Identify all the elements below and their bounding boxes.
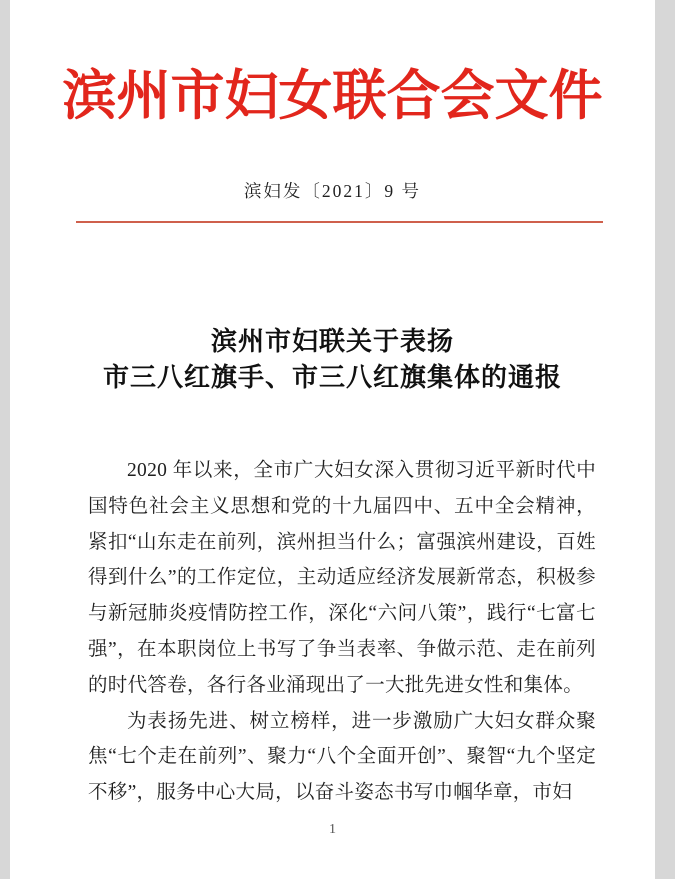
body-paragraph-1: 2020 年以来，全市广大妇女深入贯彻习近平新时代中国特色社会主义思想和党的十九届四中、五中全会精神，紧扣“山东走在前列，滨州担当什么；富强滨州建设，百姓得到什么”的工作定位，主动适应经济发展新常态，积极参与新冠肺炎疫情防控工作，深化“六问八策”，践行“七富七强”，在本职岗位上书写了争当表率、争做示范、走在前列的时代答卷，各行各业涌现出了一大批先进女性和集体。	[88, 460, 596, 696]
document-page	[10, 0, 655, 879]
page-number: 1	[329, 822, 336, 837]
document-number: 滨妇发〔2021〕9 号	[243, 181, 422, 201]
red-header-org-title: 滨州市妇女联合会文件	[62, 66, 603, 126]
red-divider-line	[76, 221, 603, 223]
body-paragraph-2: 为表扬先进、树立榜样，进一步激励广大妇女群众聚焦“七个走在前列”、聚力“八个全面开创”、聚智“九个坚定不移”，服务中心大局，以奋斗姿态书写巾帼华章，市妇	[88, 710, 596, 804]
document-body	[88, 453, 596, 811]
document-title	[10, 324, 655, 396]
document-title-line-1: 滨州市妇联关于表扬	[210, 327, 454, 356]
document-title-line-2: 市三八红旗手、市三八红旗集体的通报	[102, 363, 562, 392]
